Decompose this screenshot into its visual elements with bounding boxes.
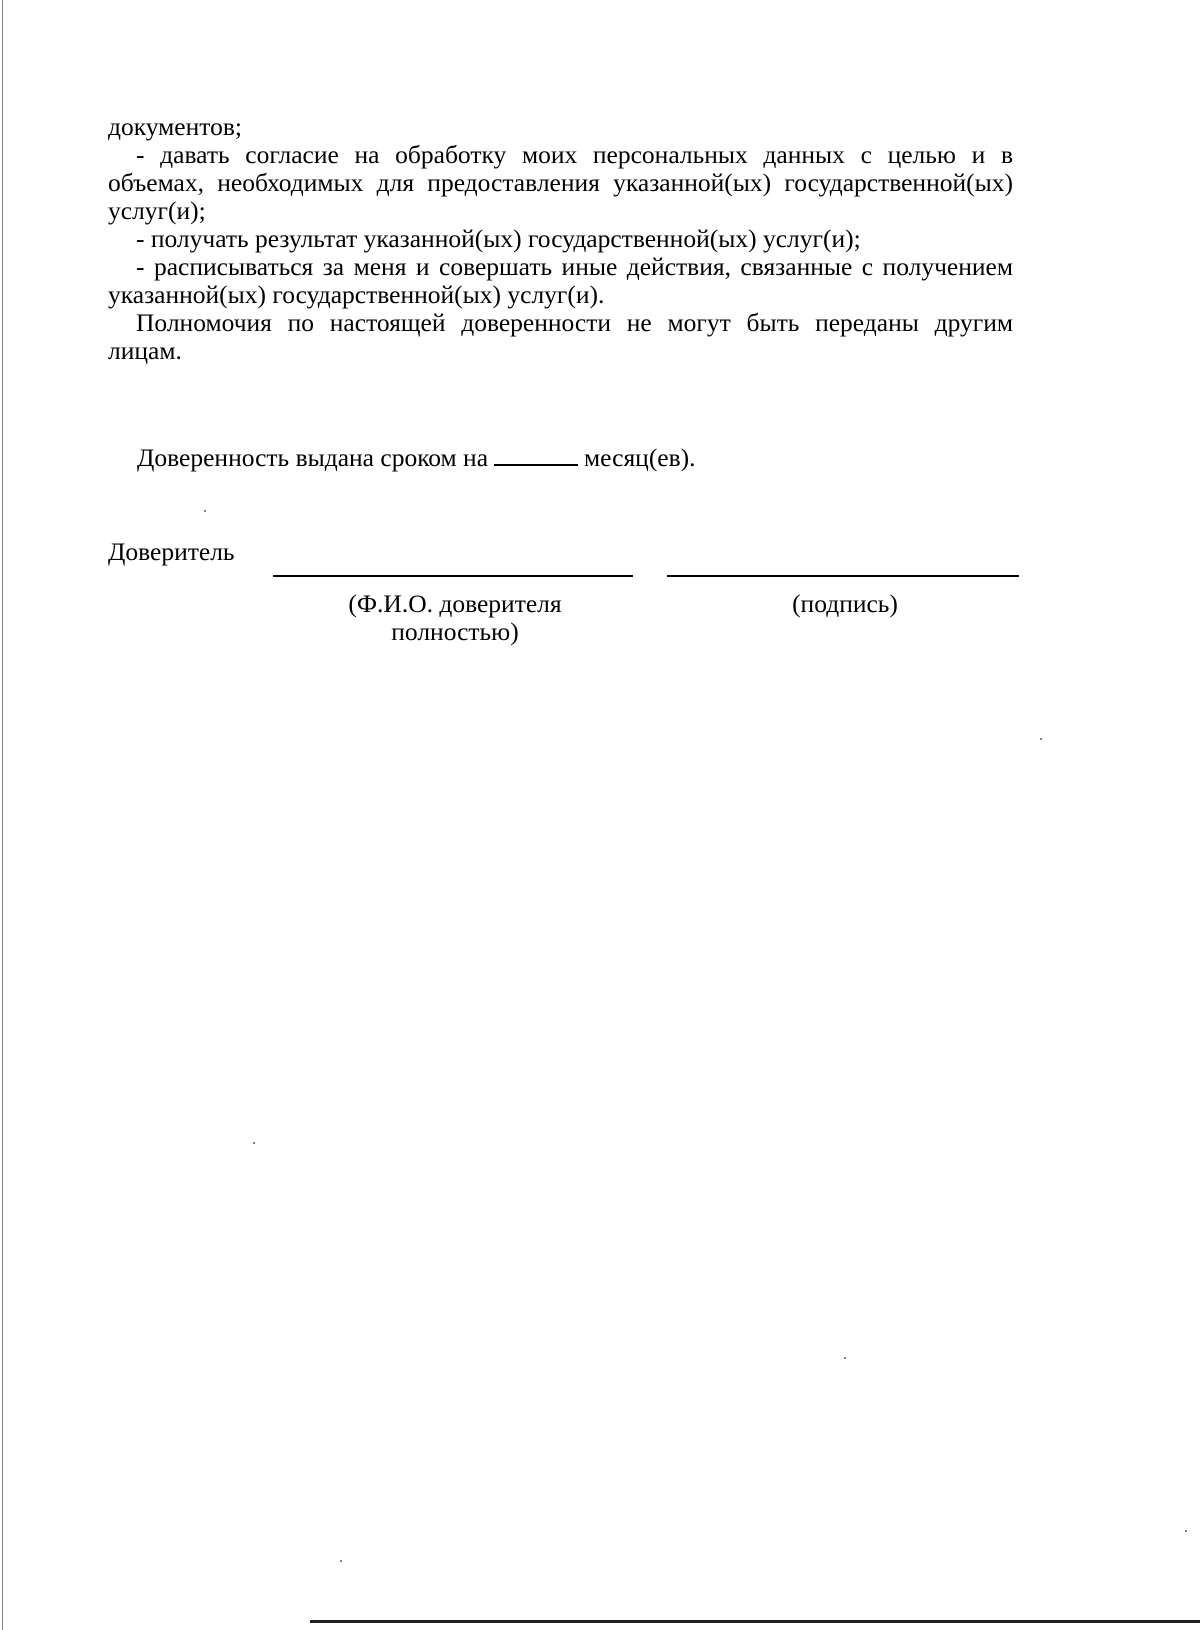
signature-line[interactable] — [667, 575, 1019, 577]
scan-edge-left — [2, 0, 3, 1630]
scan-speck — [340, 1560, 342, 1562]
caption-signature: (подпись) — [792, 589, 898, 618]
powers-note: Полномочия по настоящей доверенности не могут быть переданы другим лицам. — [108, 308, 1013, 365]
principal-label: Доверитель — [108, 537, 235, 566]
document-body — [108, 113, 1013, 365]
scan-speck — [1040, 738, 1042, 740]
scan-speck — [253, 1142, 255, 1144]
scan-speck — [204, 510, 206, 512]
item-sign-for-me: - расписываться за меня и совершать иные действия, связанные с получением указанной(ых) государственной(ых) услуг(и). — [108, 252, 1013, 309]
scan-speck — [1185, 1530, 1187, 1532]
term-blank-field[interactable] — [494, 442, 578, 466]
term-suffix: месяц(ев). — [584, 443, 696, 472]
paragraph-documents-end: документов; — [108, 112, 242, 141]
term-prefix: Доверенность выдана сроком на — [137, 443, 489, 472]
item-consent: - давать согласие на обработку моих персональных данных с целью и в объемах, необходимых для предоставления указанной(ых) государственной(ых) услуг(и); — [108, 140, 1013, 225]
item-receive-result: - получать результат указанной(ых) государственной(ых) услуг(и); — [136, 224, 861, 253]
scan-edge-bottom — [310, 1620, 1200, 1623]
term-line — [137, 442, 696, 472]
fio-signature-line[interactable] — [273, 575, 633, 577]
caption-fio: (Ф.И.О. доверителя полностью) — [348, 589, 562, 646]
scan-speck — [844, 1357, 846, 1359]
